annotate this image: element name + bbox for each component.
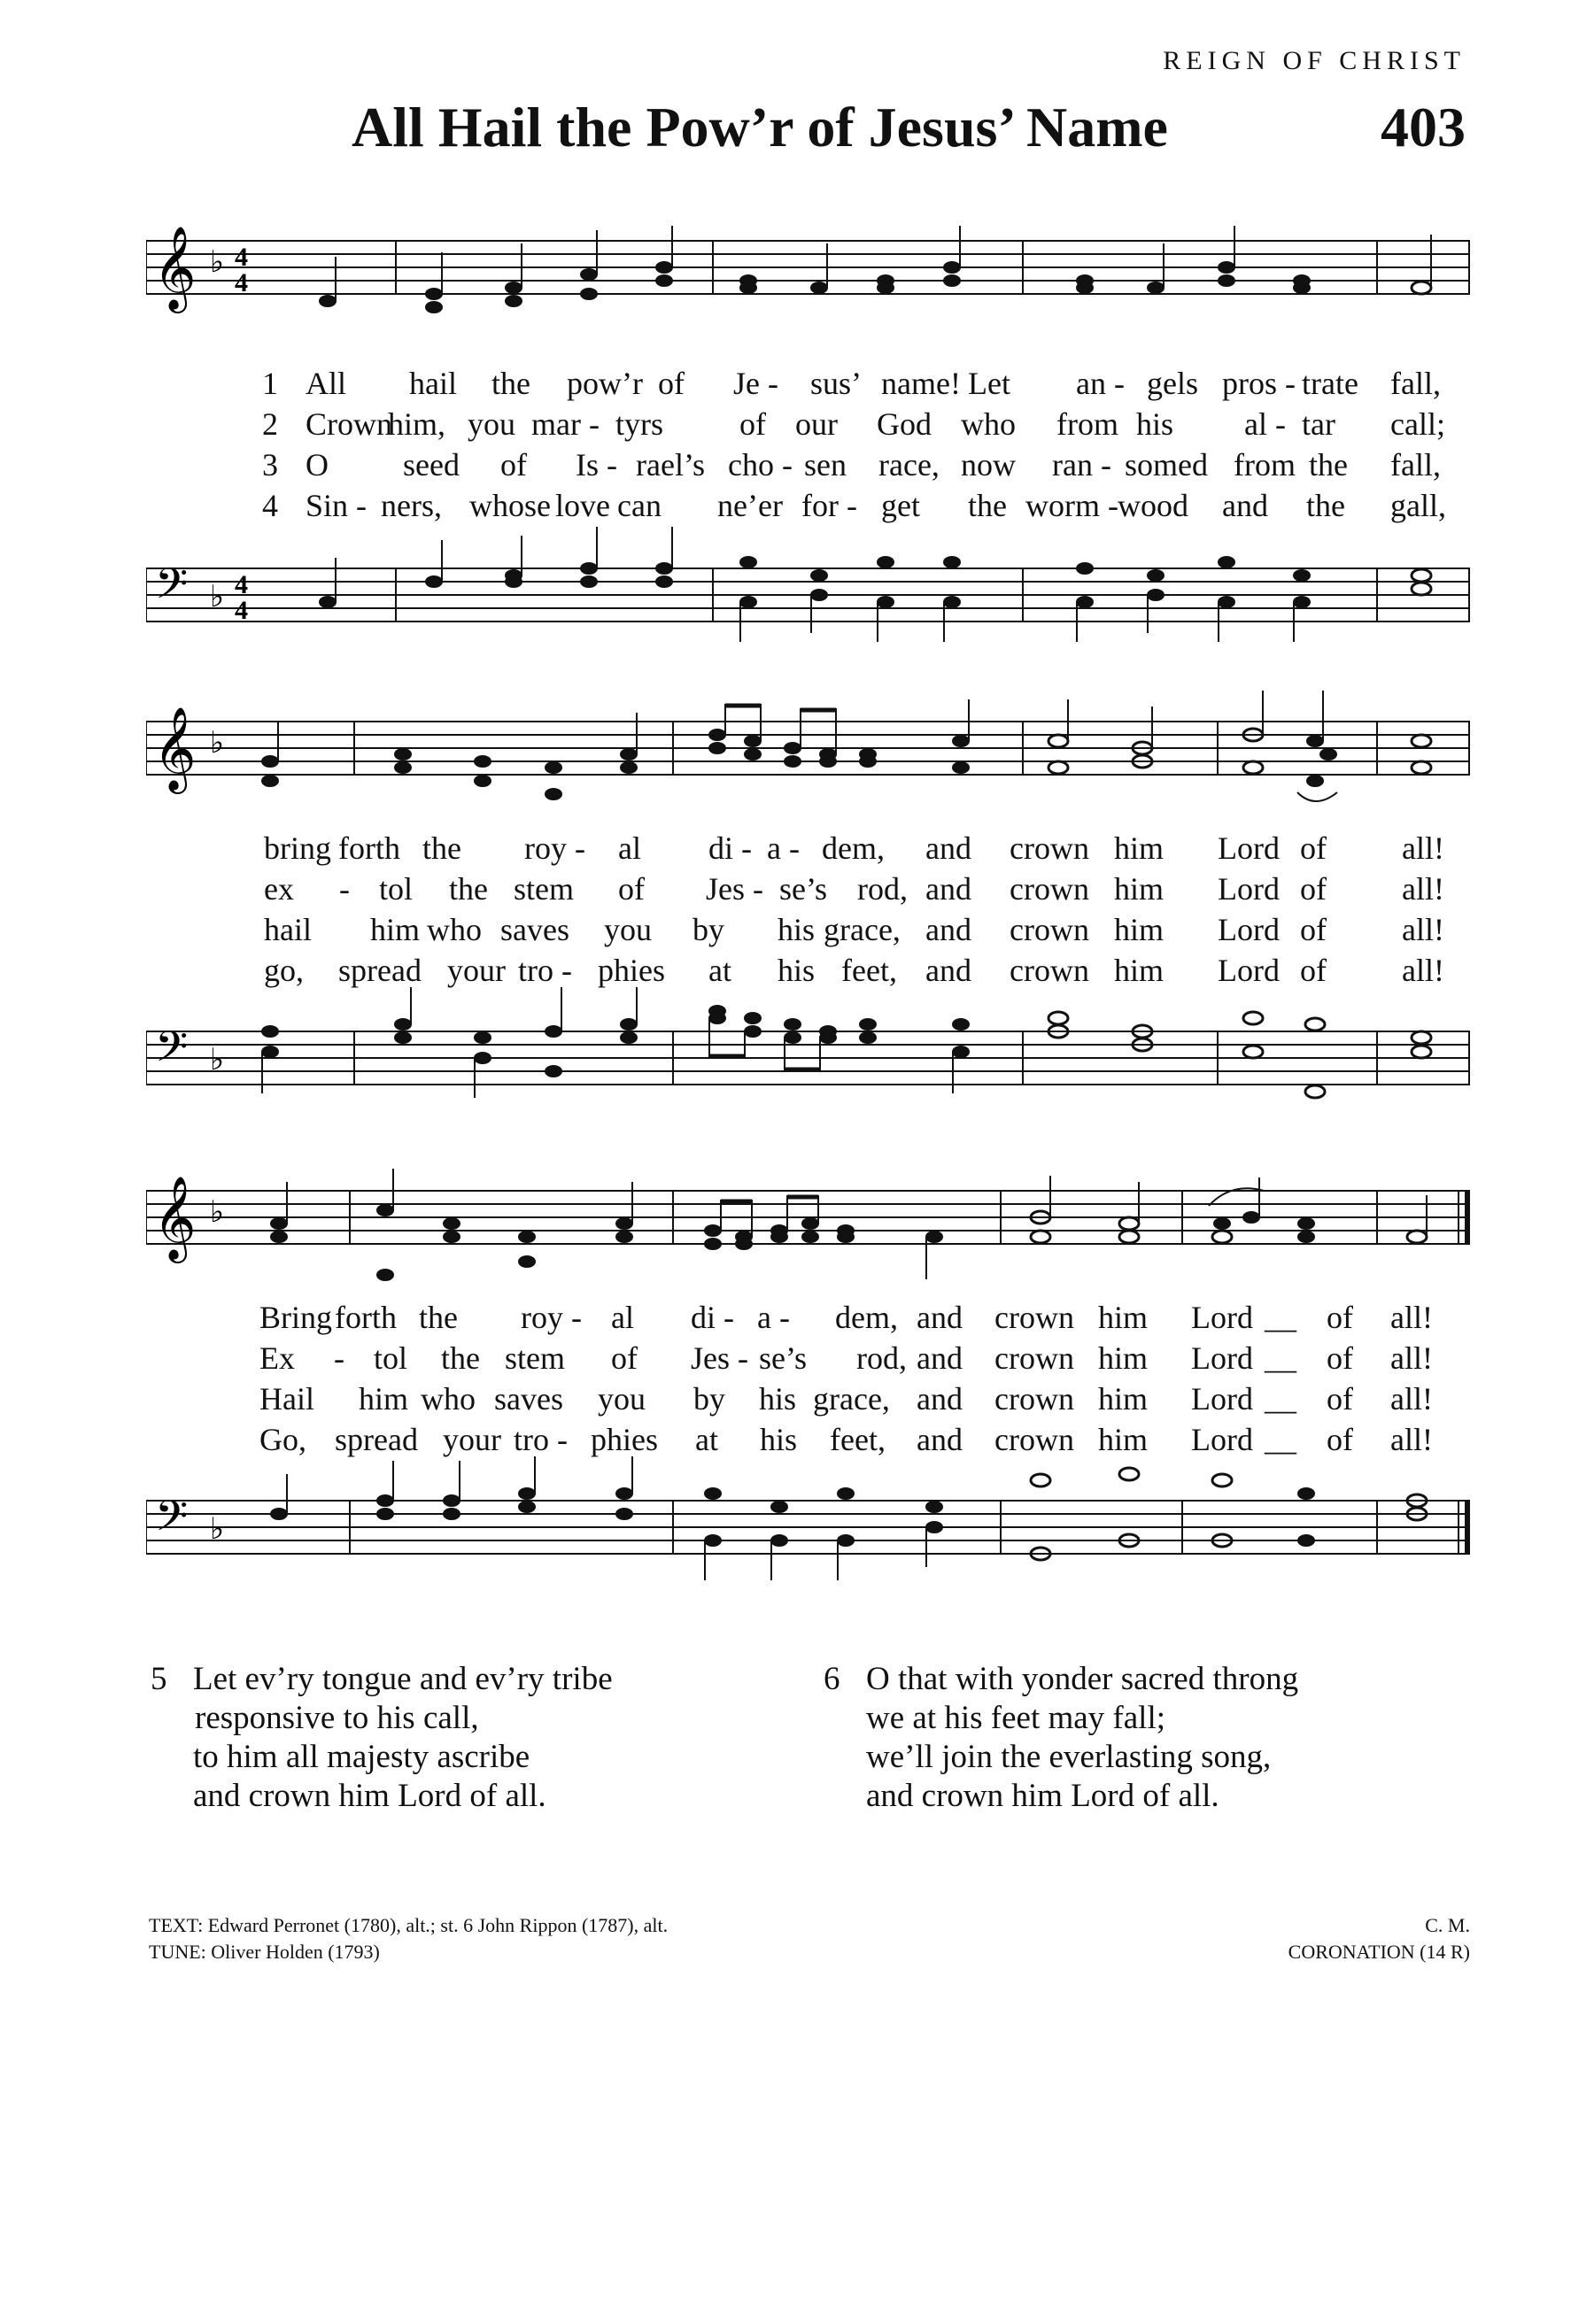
lyric-syllable: sus’ (810, 366, 863, 401)
lyric-syllable: __ (1265, 1381, 1296, 1417)
lyric-syllable: tol (379, 871, 414, 907)
stanza-line: to him all majesty ascribe (193, 1739, 530, 1775)
lyric-syllable: Lord (1218, 912, 1280, 947)
lyric-syllable: by (693, 912, 724, 947)
lyric-syllable: tol (374, 1340, 408, 1376)
lyric-syllable: from (1234, 447, 1296, 483)
lyric-syllable: and (925, 953, 971, 988)
verse-number: 3 (262, 447, 278, 483)
stanza-line: O that with yonder sacred throng (866, 1661, 1299, 1697)
lyric-syllable: his (778, 912, 816, 947)
lyric-syllable: all! (1390, 1340, 1433, 1376)
lyric-syllable: his (778, 953, 816, 988)
lyric-syllable: all! (1402, 953, 1444, 988)
lyric-syllable: __ (1265, 1340, 1296, 1376)
lyric-syllable: of (1300, 830, 1327, 866)
lyric-syllable: Go, (259, 1422, 306, 1457)
stanza-line: Let ev’ry tongue and ev’ry tribe (193, 1661, 613, 1697)
lyric-syllable: Lord (1191, 1422, 1253, 1457)
lyric-syllable: se’s (779, 871, 827, 907)
lyric-syllable: him (359, 1381, 409, 1417)
lyric-syllable: his (759, 1381, 797, 1417)
lyric-syllable: his (1136, 406, 1174, 442)
lyric-syllable: ners, (381, 488, 442, 523)
lyric-syllable: and (917, 1340, 963, 1376)
lyric-syllable: phies (591, 1422, 658, 1457)
lyric-syllable: Jes - (706, 871, 763, 907)
lyric-syllable: Lord (1191, 1340, 1253, 1376)
bass-clef-icon: 𝄢 (155, 1022, 189, 1082)
lyric-syllable: wood (1118, 488, 1188, 523)
hymn-number: 403 (1381, 96, 1466, 158)
key-signature-flat: ♭ (210, 1194, 225, 1230)
lyric-syllable: saves (494, 1381, 563, 1417)
verse-number: 1 (262, 366, 278, 401)
lyric-syllable: all! (1390, 1381, 1433, 1417)
lyric-syllable: now (961, 447, 1016, 483)
lyric-syllable: of (1300, 912, 1327, 947)
credits-left (149, 1912, 668, 1965)
verse-line (0, 446, 1594, 487)
verse-line (0, 365, 1594, 405)
lyric-syllable: call; (1390, 406, 1445, 442)
lyric-syllable: and (917, 1381, 963, 1417)
lyric-syllable: who (421, 1381, 476, 1417)
lyric-syllable: of (739, 406, 766, 442)
lyric-syllable: and (917, 1422, 963, 1457)
stanza-number: 5 (151, 1661, 167, 1697)
lyric-syllable: forth (335, 1300, 397, 1335)
verse-line (0, 487, 1594, 528)
verse-line (0, 1380, 1594, 1421)
verse-line (0, 870, 1594, 911)
lyric-syllable: Bring (259, 1300, 333, 1335)
tune-name: CORONATION (14 R) (1288, 1941, 1470, 1963)
stanza-5 (151, 1660, 613, 1816)
lyric-syllable: crown (994, 1381, 1074, 1417)
lyric-syllable: Lord (1218, 830, 1280, 866)
lyric-syllable: all! (1390, 1422, 1433, 1457)
lyric-syllable: Sin - (306, 488, 368, 523)
lyric-syllable: crown (1010, 871, 1089, 907)
lyric-syllable: spread (338, 953, 422, 988)
lyric-syllable: di - (708, 830, 752, 866)
lyric-syllable: O (306, 447, 329, 483)
lyric-syllable: for - (801, 488, 857, 523)
verse-line (0, 1299, 1594, 1340)
lyric-syllable: Jes - (691, 1340, 748, 1376)
lyric-syllable: and (925, 871, 971, 907)
lyric-syllable: go, (264, 953, 304, 988)
lyric-syllable: the (968, 488, 1007, 523)
lyric-syllable: and (925, 912, 971, 947)
time-signature-top: 4 (235, 243, 248, 272)
lyric-syllable: cho - (728, 447, 793, 483)
lyric-syllable: __ (1265, 1422, 1296, 1457)
category-label: REIGN OF CHRIST (1163, 46, 1466, 75)
time-signature-bottom: 4 (235, 596, 248, 625)
lyric-syllable: of (1300, 871, 1327, 907)
lyric-syllable: al (611, 1300, 634, 1335)
lyric-syllable: who (427, 912, 482, 947)
lyric-syllable: and (1222, 488, 1268, 523)
lyric-syllable: spread (335, 1422, 418, 1457)
key-signature-flat: ♭ (210, 579, 225, 614)
verse-line (0, 830, 1594, 870)
lyric-syllable: him, (388, 406, 446, 442)
lyric-syllable: hail (264, 912, 312, 947)
lyric-syllable: who (961, 406, 1016, 442)
bass-notes (320, 527, 1431, 642)
lyric-syllable: race, (878, 447, 940, 483)
lyric-syllable: him (1098, 1381, 1149, 1417)
verse-number: 4 (262, 488, 278, 523)
lyric-syllable: Ex (259, 1340, 295, 1376)
lyric-syllable: you (468, 406, 515, 442)
lyric-syllable: ne’er (717, 488, 783, 523)
lyric-syllable: at (708, 953, 731, 988)
lyric-syllable: him (1114, 953, 1165, 988)
lyric-syllable: of (1327, 1381, 1353, 1417)
key-signature-flat: ♭ (210, 725, 225, 761)
lyric-syllable: the (449, 871, 488, 907)
lyric-syllable: __ (1265, 1300, 1296, 1335)
treble-clef-icon: 𝄞 (153, 226, 197, 310)
lyric-syllable: Is - (576, 447, 617, 483)
treble-clef-icon: 𝄞 (153, 1176, 197, 1260)
lyric-syllable: him (1114, 871, 1165, 907)
lyric-syllable: your (447, 953, 506, 988)
lyric-syllable: rael’s (636, 447, 705, 483)
lyric-syllable: Let (968, 366, 1010, 401)
lyric-syllable: of (658, 366, 685, 401)
lyric-syllable: him (1098, 1422, 1149, 1457)
lyric-syllable: get (881, 488, 920, 523)
lyric-syllable: trate (1302, 366, 1358, 401)
lyric-syllable: roy - (521, 1300, 582, 1335)
lyric-syllable: grace, (813, 1381, 890, 1417)
lyric-syllable: his (760, 1422, 798, 1457)
lyric-syllable: and (917, 1300, 963, 1335)
hymn-title: All Hail the Pow’r of Jesus’ Name (352, 96, 1168, 158)
lyric-syllable: feet, (830, 1422, 886, 1457)
lyric-syllable: di - (691, 1300, 734, 1335)
text-credit: TEXT: Edward Perronet (1780), alt.; st. 6 John Rippon (1787), alt. (149, 1914, 669, 1936)
verse-line (0, 1340, 1594, 1380)
lyric-syllable: al (618, 830, 641, 866)
meter-label: C. M. (1425, 1914, 1470, 1936)
treble-clef-icon: 𝄞 (153, 706, 197, 791)
lyric-syllable: Lord (1191, 1381, 1253, 1417)
lyric-syllable: ran - (1052, 447, 1111, 483)
lyric-syllable: tro - (518, 953, 572, 988)
lyric-syllable: Hail (259, 1381, 314, 1417)
lyric-syllable: the (491, 366, 530, 401)
lyric-syllable: him (1114, 830, 1165, 866)
lyric-syllable: roy - (524, 830, 585, 866)
lyric-syllable: of (1327, 1422, 1353, 1457)
lyric-syllable: pros - (1222, 366, 1296, 401)
bass-clef-icon: 𝄢 (155, 559, 189, 619)
stanza-number: 6 (824, 1661, 840, 1697)
lyric-syllable: whose (469, 488, 551, 523)
verse-line (0, 1421, 1594, 1462)
lyric-syllable: an - (1076, 366, 1125, 401)
lyric-syllable: ex (264, 871, 294, 907)
lyric-syllable: crown (994, 1300, 1074, 1335)
lyric-syllable: the (1309, 447, 1348, 483)
lyric-syllable: tro - (514, 1422, 568, 1457)
lyric-syllable: rod, (857, 871, 908, 907)
lyric-syllable: feet, (841, 953, 897, 988)
stanza-line: we’ll join the everlasting song, (866, 1739, 1272, 1775)
lyric-syllable: Je - (733, 366, 778, 401)
lyric-syllable: the (441, 1340, 480, 1376)
lyric-syllable: - (334, 1340, 344, 1376)
lyric-syllable: your (443, 1422, 501, 1457)
lyric-syllable: Lord (1218, 953, 1280, 988)
lyric-syllable: all! (1402, 871, 1444, 907)
lyric-syllable: gels (1147, 366, 1198, 401)
lyric-syllable: phies (598, 953, 665, 988)
lyric-syllable: Lord (1191, 1300, 1253, 1335)
lyric-syllable: you (604, 912, 652, 947)
lyric-syllable: the (1306, 488, 1345, 523)
tune-credit: TUNE: Oliver Holden (1793) (149, 1941, 380, 1963)
stanza-line: responsive to his call, (195, 1700, 479, 1736)
lyric-syllable: tyrs (615, 406, 663, 442)
lyric-syllable: crown (1010, 830, 1089, 866)
lyric-syllable: a - (767, 830, 800, 866)
lyric-syllable: from (1056, 406, 1118, 442)
bass-notes (262, 987, 1431, 1098)
lyric-syllable: pow’r (567, 366, 643, 401)
lyric-syllable: Lord (1218, 871, 1280, 907)
stanza-line: we at his feet may fall; (866, 1700, 1166, 1736)
lyric-syllable: him (370, 912, 421, 947)
lyric-syllable: him (1098, 1300, 1149, 1335)
treble-notes (271, 1169, 1427, 1280)
lyric-syllable: of (618, 871, 645, 907)
stanza-6 (824, 1660, 1299, 1816)
lyric-syllable: of (500, 447, 527, 483)
key-signature-flat: ♭ (210, 1511, 225, 1547)
bass-clef-icon: 𝄢 (155, 1491, 189, 1551)
lyric-syllable: by (693, 1381, 725, 1417)
lyric-syllable: all! (1402, 830, 1444, 866)
credits-right (1288, 1912, 1470, 1965)
lyric-syllable: bring (264, 830, 331, 866)
lyric-syllable: our (795, 406, 838, 442)
treble-notes (320, 226, 1431, 313)
lyric-syllable: saves (500, 912, 569, 947)
time-signature-bottom: 4 (235, 268, 248, 297)
key-signature-flat: ♭ (210, 244, 225, 280)
lyric-syllable: rod, (856, 1340, 907, 1376)
lyric-syllable: the (419, 1300, 458, 1335)
lyric-syllable: forth (338, 830, 400, 866)
lyric-syllable: crown (1010, 912, 1089, 947)
time-signature-top: 4 (235, 570, 248, 599)
verse-line (0, 911, 1594, 952)
lyric-syllable: dem, (822, 830, 885, 866)
lyric-syllable: - (339, 871, 350, 907)
lyric-syllable: at (695, 1422, 718, 1457)
lyric-syllable: of (1300, 953, 1327, 988)
lyric-syllable: a - (757, 1300, 790, 1335)
verse-line (0, 405, 1594, 446)
lyric-syllable: fall, (1390, 447, 1441, 483)
lyric-syllable: stem (505, 1340, 565, 1376)
stanza-line: and crown him Lord of all. (866, 1778, 1219, 1814)
treble-notes (262, 691, 1431, 801)
lyric-syllable: all! (1402, 912, 1444, 947)
lyric-syllable: you (598, 1381, 646, 1417)
lyric-syllable: can (617, 488, 662, 523)
lyric-syllable: hail (409, 366, 457, 401)
lyric-syllable: God (877, 406, 932, 442)
lyric-syllable: dem, (835, 1300, 898, 1335)
lyric-syllable: of (611, 1340, 638, 1376)
lyric-syllable: sen (804, 447, 847, 483)
lyric-syllable: of (1327, 1300, 1353, 1335)
lyric-syllable: crown (994, 1422, 1074, 1457)
lyric-syllable: fall, (1390, 366, 1441, 401)
bass-notes (271, 1456, 1427, 1580)
lyric-syllable: love (555, 488, 610, 523)
lyric-syllable: mar - (531, 406, 600, 442)
lyric-syllable: of (1327, 1340, 1353, 1376)
lyric-syllable: gall, (1390, 488, 1446, 523)
lyric-syllable: somed (1125, 447, 1208, 483)
verse-line (0, 952, 1594, 992)
lyric-syllable: him (1114, 912, 1165, 947)
lyric-syllable: All (306, 366, 347, 401)
lyric-syllable: Crown (306, 406, 392, 442)
lyric-syllable: se’s (759, 1340, 807, 1376)
lyric-syllable: him (1098, 1340, 1149, 1376)
lyric-syllable: crown (994, 1340, 1074, 1376)
lyric-syllable: crown (1010, 953, 1089, 988)
lyric-syllable: al - (1244, 406, 1286, 442)
lyric-syllable: grace, (824, 912, 901, 947)
lyric-syllable: the (422, 830, 461, 866)
lyric-syllable: stem (514, 871, 574, 907)
lyric-syllable: name! (881, 366, 961, 401)
lyric-syllable: tar (1302, 406, 1335, 442)
lyric-syllable: all! (1390, 1300, 1433, 1335)
lyric-syllable: worm - (1025, 488, 1118, 523)
lyric-syllable: and (925, 830, 971, 866)
verse-number: 2 (262, 406, 278, 442)
stanza-line: and crown him Lord of all. (193, 1778, 546, 1814)
lyric-syllable: seed (403, 447, 460, 483)
key-signature-flat: ♭ (210, 1042, 225, 1077)
